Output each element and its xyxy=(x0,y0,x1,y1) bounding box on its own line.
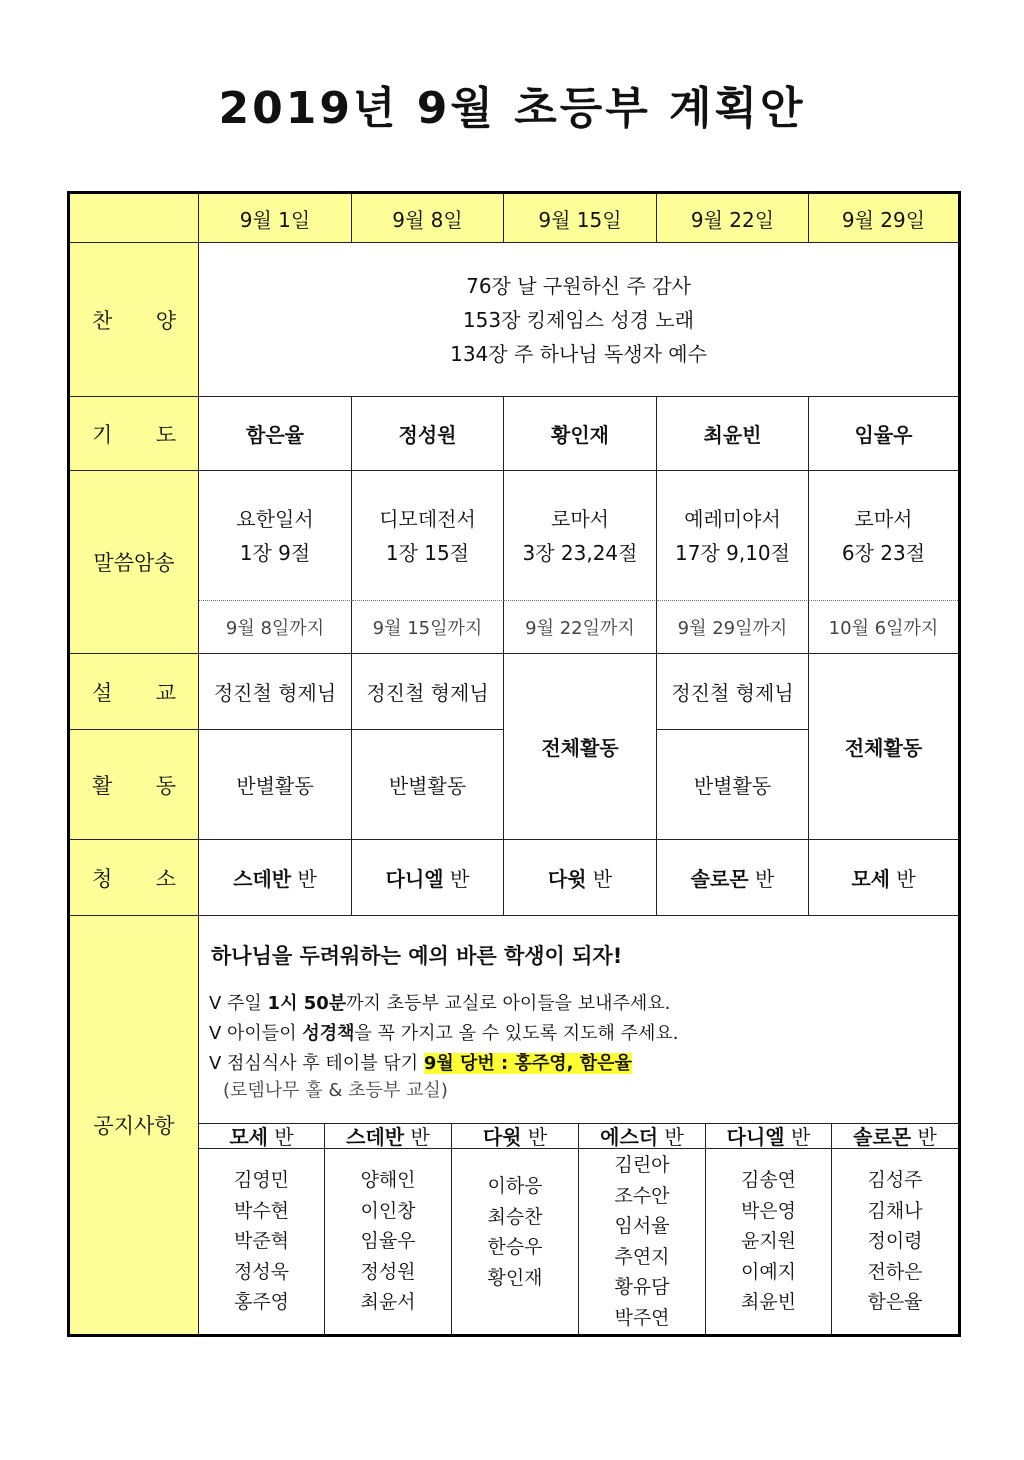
label-char: 소 xyxy=(155,866,176,891)
prayer-name: 최윤빈 xyxy=(657,397,809,471)
prayer-name: 정성원 xyxy=(352,397,504,471)
member-name: 홍주영 xyxy=(233,1291,290,1314)
hymn-item: 153장 킹제임스 성경 노래 xyxy=(462,307,695,332)
class-header xyxy=(579,1123,706,1149)
memory-verse xyxy=(809,471,958,601)
prayer-name: 황인재 xyxy=(504,397,657,471)
sermon-speaker: 정진철 형제님 xyxy=(199,654,352,730)
class-suffix: 반 xyxy=(274,1125,294,1149)
date-header: 9월 29일 xyxy=(809,194,958,243)
member-name: 한승우 xyxy=(487,1236,543,1258)
class-suffix: 반 xyxy=(410,1125,430,1149)
notice-location: (로뎀나무 홀 & 초등부 교실) xyxy=(223,1080,448,1101)
cleaning-label xyxy=(70,840,199,916)
label-char: 설 xyxy=(92,680,113,705)
member-name: 황인재 xyxy=(487,1266,543,1289)
memory-verse xyxy=(352,471,504,601)
member-name: 김영민 xyxy=(233,1169,290,1192)
memory-deadline: 9월 8일까지 xyxy=(199,601,352,654)
class-name: 다니엘 xyxy=(726,1125,785,1149)
member-name: 함은율 xyxy=(867,1291,923,1314)
label-char: 도 xyxy=(155,422,176,447)
member-name: 조수안 xyxy=(614,1184,670,1207)
class-name: 솔로몬 xyxy=(853,1125,912,1149)
member-name: 최승찬 xyxy=(487,1205,543,1228)
class-suffix: 반 xyxy=(896,867,916,891)
class-suffix: 반 xyxy=(917,1125,937,1149)
class-name: 스데반 xyxy=(233,867,292,891)
class-name: 다윗 xyxy=(547,867,587,891)
member-name: 정성욱 xyxy=(233,1260,290,1283)
label-char: 교 xyxy=(155,680,176,705)
member-name: 박주연 xyxy=(614,1306,670,1329)
class-suffix: 반 xyxy=(664,1125,684,1149)
notice-line xyxy=(209,1019,678,1045)
class-roster xyxy=(832,1149,958,1334)
notice-text: 을 꼭 가지고 올 수 있도록 지도해 주세요. xyxy=(354,1023,679,1044)
class-name: 다윗 xyxy=(482,1125,522,1149)
class-suffix: 반 xyxy=(791,1125,811,1149)
class-name: 에스더 xyxy=(600,1125,659,1149)
class-roster xyxy=(325,1149,452,1334)
memory-verse xyxy=(199,471,352,601)
member-name: 정이령 xyxy=(867,1230,923,1253)
member-name: 김린아 xyxy=(614,1154,670,1176)
member-name: 윤지원 xyxy=(740,1230,797,1253)
prayer-label xyxy=(70,397,199,471)
all-activity: 전체활동 xyxy=(504,654,657,840)
duty-highlight: 9월 당번 : 홍주영, 함은율 xyxy=(423,1053,632,1074)
member-name: 박수현 xyxy=(233,1199,290,1222)
plan-table xyxy=(67,191,961,1337)
date-header: 9월 8일 xyxy=(352,194,504,243)
member-name: 김채나 xyxy=(867,1199,923,1222)
memory-verse xyxy=(657,471,809,601)
member-name: 김성주 xyxy=(867,1169,923,1192)
member-name: 김송연 xyxy=(740,1169,797,1192)
memory-book: 로마서 xyxy=(854,506,913,531)
memory-deadline: 9월 29일까지 xyxy=(657,601,809,654)
class-roster xyxy=(706,1149,832,1334)
sermon-speaker: 정진철 형제님 xyxy=(657,654,809,730)
activity-label xyxy=(70,730,199,840)
class-activity: 반별활동 xyxy=(657,730,809,840)
class-name: 모세 xyxy=(851,867,890,891)
class-name: 솔로몬 xyxy=(690,867,749,891)
notice-text: V 아이들이 xyxy=(209,1023,303,1044)
member-name: 정성원 xyxy=(360,1260,416,1283)
label-char: 활 xyxy=(92,773,113,798)
date-header: 9월 22일 xyxy=(657,194,809,243)
notice-text: 까지 초등부 교실로 아이들을 보내주세요. xyxy=(346,993,671,1014)
prayer-name: 함은율 xyxy=(199,397,352,471)
corner-cell xyxy=(70,194,199,243)
cleaning-class xyxy=(809,840,958,916)
memory-book: 요한일서 xyxy=(236,506,314,531)
member-name: 이인창 xyxy=(360,1199,416,1222)
memory-book: 디모데전서 xyxy=(379,506,476,531)
class-suffix: 반 xyxy=(450,867,470,891)
memory-deadline: 10월 6일까지 xyxy=(809,601,958,654)
cleaning-class xyxy=(352,840,504,916)
notice-line xyxy=(209,989,670,1015)
notice-box xyxy=(199,916,959,1124)
memory-label: 말씀암송 xyxy=(70,471,199,654)
memory-book: 예레미야서 xyxy=(684,506,781,531)
cleaning-class xyxy=(504,840,657,916)
memory-verse-ref: 6장 23절 xyxy=(841,540,926,565)
member-name: 황유담 xyxy=(614,1276,670,1298)
hymn-list xyxy=(199,243,958,397)
member-name: 임서율 xyxy=(614,1215,670,1237)
class-name: 모세 xyxy=(229,1125,268,1149)
class-suffix: 반 xyxy=(297,867,317,891)
hymn-item: 76장 날 구원하신 주 감사 xyxy=(466,273,691,298)
notice-emphasis: 성경책 xyxy=(302,1023,355,1044)
class-suffix: 반 xyxy=(527,1125,548,1149)
class-header xyxy=(325,1123,452,1149)
label-char: 기 xyxy=(92,422,113,447)
member-name: 최윤빈 xyxy=(740,1291,797,1314)
label-char: 찬 xyxy=(92,308,113,333)
page-title: 2019년 9월 초등부 계획안 xyxy=(218,83,806,134)
cleaning-class xyxy=(199,840,352,916)
notice-label: 공지사항 xyxy=(70,916,199,1334)
memory-verse-ref: 1장 15절 xyxy=(385,540,470,565)
notice-text: V 주일 xyxy=(209,993,268,1014)
label-char: 동 xyxy=(155,773,176,798)
cleaning-class xyxy=(657,840,809,916)
class-roster xyxy=(452,1149,579,1334)
class-header xyxy=(199,1123,325,1149)
member-name: 이하응 xyxy=(487,1175,543,1197)
memory-deadline: 9월 22일까지 xyxy=(504,601,657,654)
member-name: 양해인 xyxy=(360,1169,416,1192)
notice-emphasis: 1시 50분 xyxy=(267,993,347,1014)
date-header: 9월 15일 xyxy=(504,194,657,243)
all-activity: 전체활동 xyxy=(809,654,958,840)
sermon-speaker: 정진철 형제님 xyxy=(352,654,504,730)
class-header xyxy=(452,1123,579,1149)
class-suffix: 반 xyxy=(755,867,775,891)
sermon-label xyxy=(70,654,199,730)
class-roster xyxy=(579,1149,706,1334)
member-name: 이예지 xyxy=(740,1260,797,1283)
notice-line xyxy=(209,1049,632,1075)
class-header xyxy=(706,1123,832,1149)
notice-text: V 점심식사 후 테이블 닦기 xyxy=(209,1053,424,1074)
member-name: 박은영 xyxy=(740,1199,797,1222)
class-activity: 반별활동 xyxy=(352,730,504,840)
member-name: 최윤서 xyxy=(360,1291,416,1314)
member-name: 임율우 xyxy=(360,1230,416,1253)
member-name: 추연지 xyxy=(614,1245,670,1268)
memory-verse xyxy=(504,471,657,601)
hymn-item: 134장 주 하나님 독생자 예수 xyxy=(450,341,707,366)
memory-verse-ref: 17장 9,10절 xyxy=(675,540,790,565)
member-name: 전하은 xyxy=(867,1260,923,1283)
notice-headline: 하나님을 두려워하는 예의 바른 학생이 되자! xyxy=(211,944,623,968)
class-name: 스데반 xyxy=(346,1125,405,1149)
prayer-name: 임율우 xyxy=(809,397,958,471)
date-header: 9월 1일 xyxy=(199,194,352,243)
memory-book: 로마서 xyxy=(551,506,609,531)
class-name: 다니엘 xyxy=(385,867,444,891)
member-name: 박준혁 xyxy=(233,1230,290,1253)
label-char: 청 xyxy=(92,866,113,891)
class-roster xyxy=(199,1149,325,1334)
memory-verse-ref: 1장 9절 xyxy=(239,540,311,565)
label-char: 양 xyxy=(155,308,176,333)
class-activity: 반별활동 xyxy=(199,730,352,840)
class-suffix: 반 xyxy=(592,867,613,891)
class-header xyxy=(832,1123,958,1149)
hymn-label xyxy=(70,243,199,397)
memory-verse-ref: 3장 23,24절 xyxy=(522,540,638,565)
memory-deadline: 9월 15일까지 xyxy=(352,601,504,654)
